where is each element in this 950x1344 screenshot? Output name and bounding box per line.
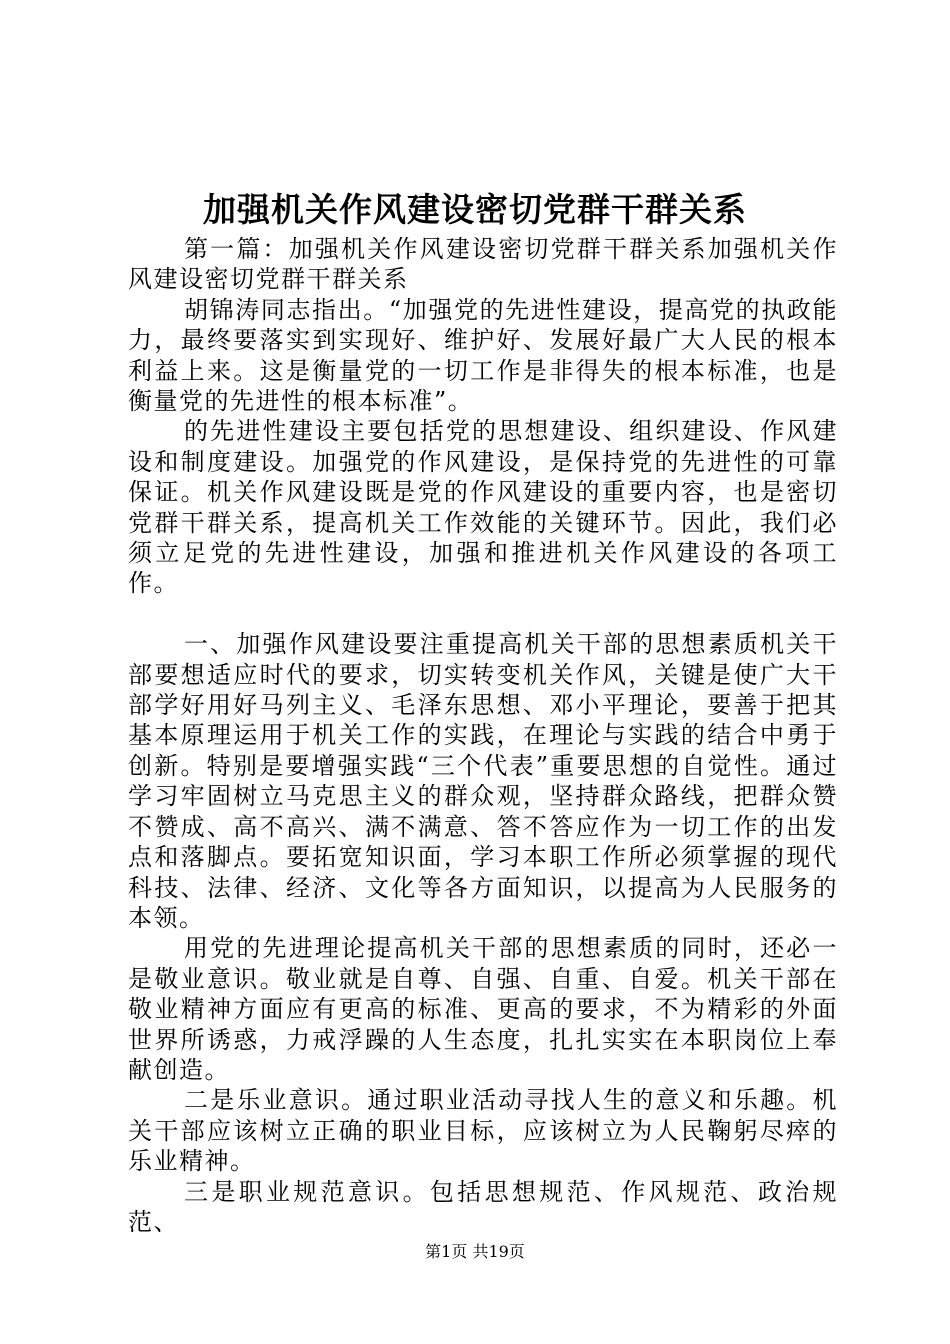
paragraph: 用党的先进理论提高机关干部的思想素质的同时，还必一是敬业意识。敬业就是自尊、自强、自重、自爱。机关干部在敬业精神方面应有更高的标准、更高的要求，不为精彩的外面世界所诱惑，力戒浮躁的人生态度，扎扎实实在本职岗位上奉献创造。 (128, 934, 838, 1084)
page-number-footer: 第1页 共19页 (425, 1242, 525, 1261)
paragraph: 一、加强作风建设要注重提高机关干部的思想素质机关干部要想适应时代的要求，切实转变机关作风，关键是使广大干部学好用好马列主义、毛泽东思想、邓小平理论，要善于把其基本原理运用于机关工作的实践，在理论与实践的结合中勇于创新。特别是要增强实践“三个代表”重要思想的自觉性。通过学习牢固树立马克思主义的群众观，坚持群众路线，把群众赞不赞成、高不高兴、满不满意、答不答应作为一切工作的出发点和落脚点。要拓宽知识面，学习本职工作所必须掌握的现代科技、法律、经济、文化等各方面知识，以提高为人民服务的本领。 (128, 630, 838, 932)
paragraph: 二是乐业意识。通过职业活动寻找人生的意义和乐趣。机关干部应该树立正确的职业目标，应该树立为人民鞠躬尽瘁的乐业精神。 (128, 1086, 838, 1176)
paragraph: 三是职业规范意识。包括思想规范、作风规范、政治规范、 (128, 1177, 838, 1236)
paragraph: 胡锦涛同志指出。“加强党的先进性建设，提高党的执政能力，最终要落实到实现好、维护好、发展好最广大人民的根本利益上来。这是衡量党的一切工作是非得失的根本标准，也是衡量党的先进性的根本标准”。 (128, 295, 838, 416)
document-title: 加强机关作风建设密切党群干群关系 (203, 190, 747, 229)
document-body (128, 234, 838, 1237)
paragraph-gap (128, 599, 838, 629)
paragraph: 的先进性建设主要包括党的思想建设、组织建设、作风建设和制度建设。加强党的作风建设，是保持党的先进性的可靠保证。机关作风建设既是党的作风建设的重要内容，也是密切党群干群关系，提高机关工作效能的关键环节。因此，我们必须立足党的先进性建设，加强和推进机关作风建设的各项工作。 (128, 417, 838, 598)
paragraph-heading: 第一篇：加强机关作风建设密切党群干群关系加强机关作风建设密切党群干群关系 (128, 235, 838, 294)
